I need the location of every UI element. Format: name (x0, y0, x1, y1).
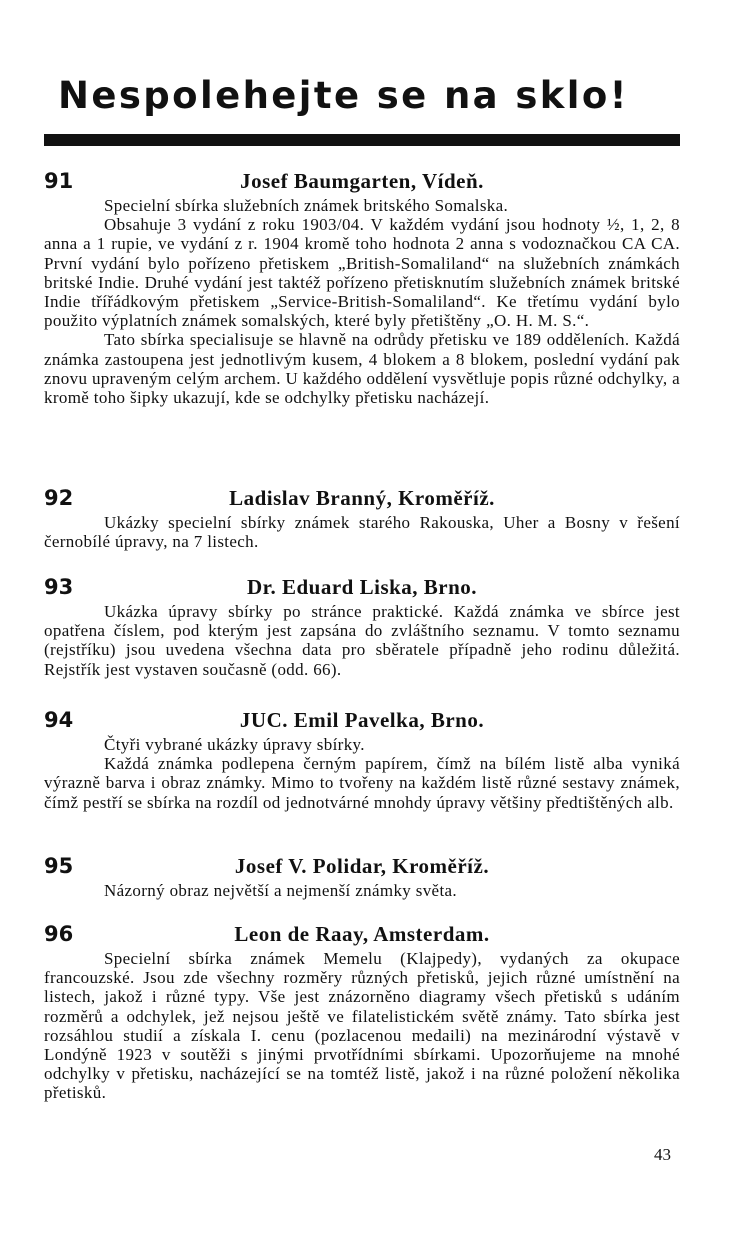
exhibitor-name: Josef Baumgarten, Vídeň. (240, 169, 484, 193)
entry-paragraph: Ukázky specielní sbírky známek starého Rakouska, Uher a Bosny v řešení černobílé úpravy, na 7 listech. (44, 513, 680, 552)
entry-paragraph: Čtyři vybrané ukázky úpravy sbírky. (104, 735, 365, 754)
entry-header (44, 851, 680, 881)
entry-header (44, 483, 680, 513)
entry-paragraph: Specielní sbírka služebních známek britského Somalska. (104, 196, 509, 215)
entry-paragraph: Specielní sbírka známek Memelu (Klajpedy), vydaných za okupace francouzské. Jsou zde všechny rozměry různých přetisků, jejich různé umístnění na listech, jakož i různé typy. Vše jest znázorněno diagramy všech přetisků s udáním rozměrů a odchylek, jež nejsou ještě ve filatelistickém světě známy. Tato sbírka jest rozsáhlou studií a získala I. cenu (pozlacenou medaili) na mezinárodní výstavě v Londýně 1923 v soutěži s jinými prvotřídními sbírkami. Upozorňujeme na mnohé odchylky v přetisku, nacházející se na tomtéž listě, jakož i na různé položení několika přetisků. (44, 949, 680, 1103)
exhibitor-name: Leon de Raay, Amsterdam. (234, 922, 490, 946)
entry-header (44, 705, 680, 735)
entry-number: 92 (44, 486, 74, 510)
exhibit-entry-91 (44, 166, 680, 407)
exhibitor-name: Ladislav Branný, Kroměříž. (229, 486, 495, 510)
entry-header (44, 919, 680, 949)
exhibit-entry-96 (44, 919, 680, 1103)
exhibitor-name: Dr. Eduard Liska, Brno. (246, 575, 478, 599)
entry-header (44, 166, 680, 196)
exhibitor-name: Josef V. Polidar, Kroměříž. (234, 854, 490, 878)
entry-paragraph: Tato sbírka specialisuje se hlavně na odrůdy přetisku ve 189 odděleních. Každá známka zastoupena jest jednotlivým kusem, 4 blokem a 8 blokem, poslední vydání pak znovu upraveným celým archem. U každého oddělení vysvětluje popis různé odchylky, a kromě toho šipky ukazují, kde se odchylky přetisku nacházejí. (44, 330, 680, 408)
exhibit-entry-94 (44, 705, 680, 812)
entry-number: 96 (44, 922, 74, 946)
entry-paragraph: Obsahuje 3 vydání z roku 1903/04. V každém vydání jsou hodnoty ½, 1, 2, 8 anna a 1 rupie, ve vydání z r. 1904 kromě toho hodnota 2 anna s vodoznačkou CA CA. První vydání bylo pořízeno přetiskem „British-Somaliland“ na služebních známkách britské Indie. Druhé vydání jest taktéž pořízeno přetisknutím služebních známek britské Indie třířádkovým přetiskem „Service-British-Somaliland“. Ke třetímu vydání bylo použito výplatních známek somalských, které byly přetištěny „O. H. M. S.“. (44, 215, 680, 331)
title-rule (44, 134, 680, 146)
entry-paragraph: Ukázka úpravy sbírky po stránce praktické. Každá známka ve sbírce jest opatřena číslem, pod kterým jest zapsána do zvláštního seznamu. V tomto seznamu (rejstříku) jsou uvedena všechna data pro sběratele případně jeho rodinu důležitá. Rejstřík jest vystaven současně (odd. 66). (44, 602, 680, 679)
exhibit-entry-92 (44, 483, 680, 551)
entry-number: 93 (44, 575, 74, 599)
page-title: Nespolehejte se na sklo! (58, 74, 629, 117)
exhibit-entry-93 (44, 572, 680, 679)
entry-number: 91 (44, 169, 74, 193)
entry-number: 95 (44, 854, 74, 878)
page-number: 43 (654, 1145, 671, 1164)
exhibitor-name: JUC. Emil Pavelka, Brno. (239, 708, 485, 732)
entry-header (44, 572, 680, 602)
entry-paragraph: Názorný obraz největší a nejmenší známky světa. (104, 881, 458, 900)
exhibit-entry-95 (44, 851, 680, 900)
entry-number: 94 (44, 708, 74, 732)
entry-paragraph: Každá známka podlepena černým papírem, čímž na bílém listě alba vyniká výrazně barva i obraz známky. Mimo to tvořeny na každém listě různé sestavy známek, čímž pestří se sbírka na rozdíl od jednotvárné mnohdy úpravy většiny předtištěných alb. (44, 754, 680, 812)
